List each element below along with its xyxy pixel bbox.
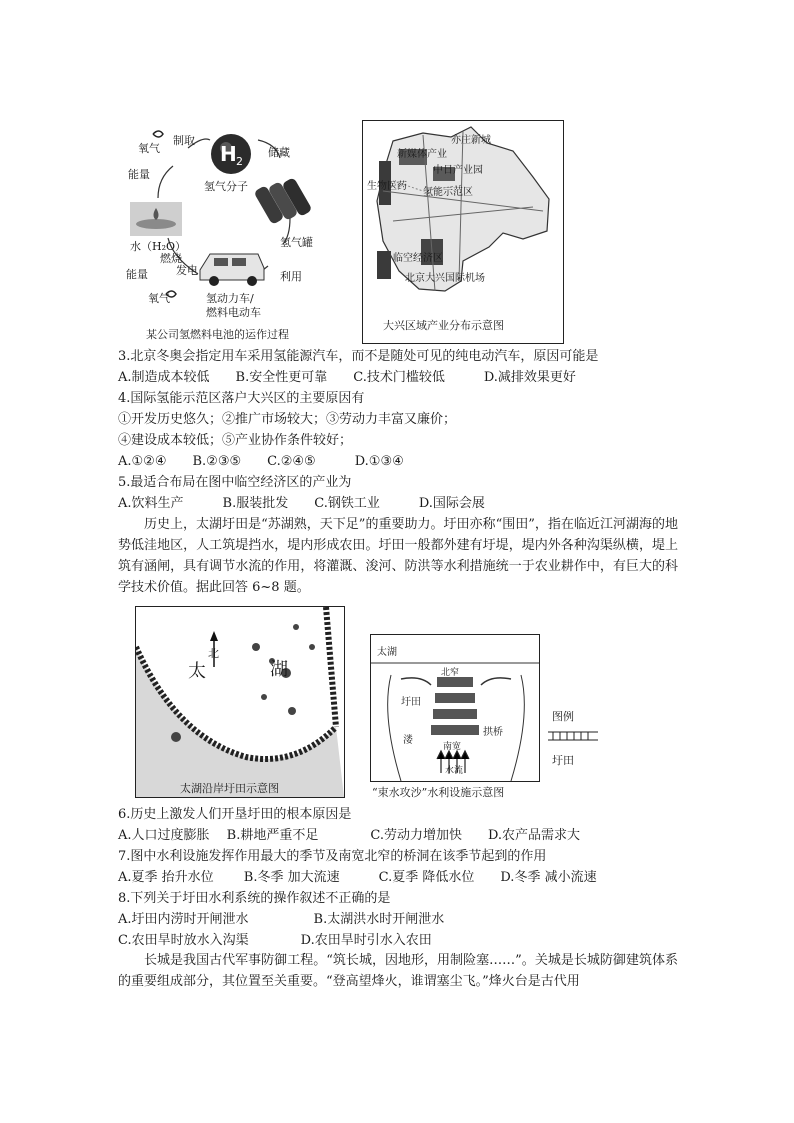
bridge-label: 拱桥 (483, 727, 503, 738)
label-store: 储藏 (268, 146, 290, 159)
h2-symbol: H (220, 142, 237, 166)
map-label-5: 临空经济区 (393, 253, 443, 264)
question-3-options: A.制造成本较低 B.安全性更可靠 C.技术门槛较低 D.减排效果更好 (118, 370, 576, 385)
map-label-4: 氢能示范区 (423, 187, 473, 198)
label-burn-2: 发电 (176, 264, 198, 277)
hydrogen-tank-icon (253, 177, 312, 225)
passage-polder: 历史上，太湖圩田是“苏湖熟，天下足”的重要助力。圩田亦称“围田”，指在临近江河湖海的地势低洼地区，人工筑堤挡水，堤内形成农田。圩田一般都外建有圩堤，堤内外各种沟渠纵横，堤上筑有涵闸，具有调节水流的作用，将灌溉、浚河、防洪等水利措施统一于农业耕作中，有巨大的科学技术价值。据此回答 6~8 题。 (118, 517, 678, 595)
label-vehicle-1: 氢动力车/ (206, 292, 254, 305)
lake-char-2: 湖 (270, 659, 288, 680)
question-4-items-2: ④建设成本较低；⑤产业协作条件较好； (118, 433, 353, 448)
question-6-stem: 6.历史上激发人们开垦圩田的根本原因是 (118, 807, 352, 822)
label-tank: 氢气罐 (280, 236, 313, 249)
map-label-0: 亦庄新城 (451, 135, 491, 146)
map-label-3: 生物医药 (367, 181, 407, 192)
taihu-polder-map (135, 606, 345, 798)
question-8-options-1: A.圩田内涝时开闸泄水 B.太湖洪水时开闸泄水 (118, 912, 445, 927)
flow-label: 水流 (445, 766, 464, 776)
label-burn-1: 燃烧 (160, 252, 182, 265)
label-make: 制取 (173, 134, 195, 147)
south-wide-label: 南宽 (443, 742, 462, 752)
label-oxygen-bottom: 氧气 (148, 292, 170, 305)
daxing-map-caption: 大兴区域产业分布示意图 (383, 319, 504, 332)
label-vehicle-2: 燃料电动车 (206, 306, 261, 319)
taihu-map-caption: 太湖沿岸圩田示意图 (180, 782, 279, 795)
question-4-options: A.①②④ B.②③⑤ C.②④⑤ D.①③④ (118, 454, 404, 469)
legend-title: 图例 (552, 710, 574, 723)
map-label-6: 北京大兴国际机场 (405, 273, 485, 284)
h2-subscript: 2 (236, 155, 243, 168)
question-8-stem: 8.下列关于圩田水利系统的操作叙述不正确的是 (118, 891, 391, 906)
hydrogen-cycle-figure (118, 118, 348, 348)
polder-label: 圩田 (401, 697, 421, 708)
legend-polder-icon (548, 728, 598, 744)
oxygen-icon-top (153, 131, 163, 137)
right-lake-label: 太湖 (377, 647, 397, 658)
taihu-map-graphic (136, 607, 344, 797)
map-label-2: 中日产业园 (433, 165, 483, 176)
arrow-water (158, 166, 173, 198)
daxing-map-graphic (363, 121, 563, 343)
label-energy-bottom: 能量 (126, 268, 148, 281)
question-4-stem: 4.国际氢能示范区落户大兴区的主要原因有 (118, 391, 365, 406)
question-6-options: A.人口过度膨胀 B.耕地严重不足 C.劳动力增加快 D.农产品需求大 (118, 828, 581, 843)
creek-label: 溇 (403, 735, 413, 746)
map-label-1: 新媒体产业 (397, 149, 447, 160)
hydrogen-figure-caption: 某公司氢燃料电池的运作过程 (146, 328, 289, 341)
question-7-options: A.夏季 抬升水位 B.冬季 加大流速 C.夏季 降低水位 D.冬季 减小流速 (118, 870, 597, 885)
dike-facility-diagram (370, 634, 540, 782)
question-5-stem: 5.最适合布局在图中临空经济区的产业为 (118, 475, 352, 490)
north-narrow-label: 北窄 (441, 668, 460, 678)
lake-char-1: 太 (188, 661, 206, 682)
vehicle-icon (200, 254, 264, 286)
legend-item: 圩田 (552, 754, 574, 767)
passage-great-wall: 长城是我国古代军事防御工程。“筑长城，因地形，用制险塞……”。关城是长城防御建筑体系的重要组成部分，其位置至关重要。“登高望烽火，谁谓塞尘飞。”烽火台是古代用 (118, 953, 678, 989)
question-3-stem: 3.北京冬奥会指定用车采用氢能源汽车，而不是随处可见的纯电动汽车，原因可能是 (118, 349, 599, 364)
question-4-items-1: ①开发历史悠久；②推广市场较大；③劳动力丰富又廉价； (118, 412, 457, 427)
bridge-icon (431, 677, 479, 735)
question-7-stem: 7.图中水利设施发挥作用最大的季节及南宽北窄的桥洞在该季节起到的作用 (118, 849, 547, 864)
north-label: 北 (208, 647, 219, 660)
label-water: 水（H₂O） (130, 240, 187, 253)
zone-airport-west (377, 251, 391, 279)
label-energy-top: 能量 (128, 168, 150, 181)
label-oxygen-top: 氧气 (138, 142, 160, 155)
label-h2-name: 氢气分子 (204, 180, 248, 193)
map-legend (548, 708, 608, 770)
question-5-options: A.饮料生产 B.服装批发 C.钢铁工业 D.国际会展 (118, 496, 485, 511)
dike-diagram-caption: “束水攻沙”水利设施示意图 (372, 786, 505, 799)
question-8-options-2: C.农田旱时放水入沟渠 D.农田旱时引水入农田 (118, 933, 432, 948)
daxing-industry-map (362, 120, 564, 344)
label-use: 利用 (280, 270, 302, 283)
